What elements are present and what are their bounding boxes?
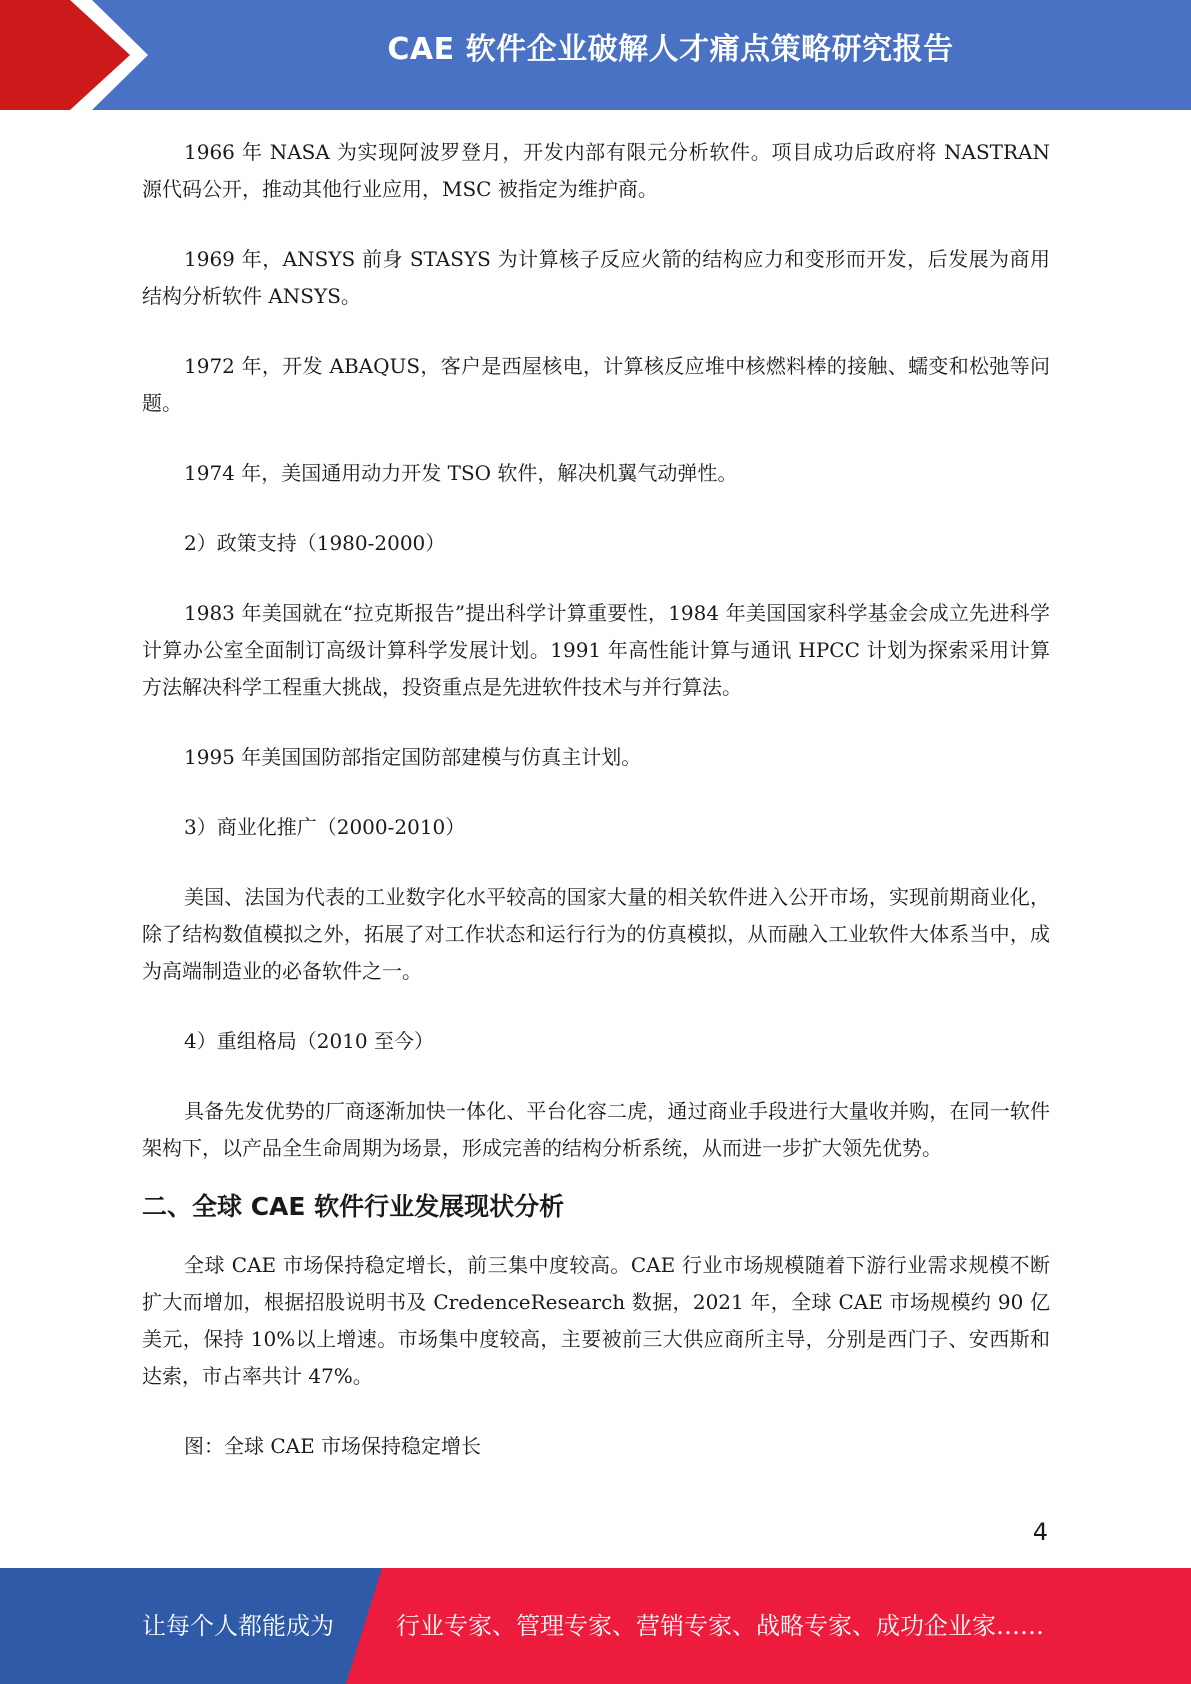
page-footer <box>0 1568 1191 1684</box>
page-number: 4 <box>1032 1518 1048 1546</box>
paragraph-ansys: 1969 年，ANSYS 前身 STASYS 为计算核子反应火箭的结构应力和变形而开发，后发展为商用结构分析软件 ANSYS。 <box>142 247 1050 308</box>
paragraph-market-overview: 全球 CAE 市场保持稳定增长，前三集中度较高。CAE 行业市场规模随着下游行业需求规模不断扩大而增加，根据招股说明书及 CredenceResearch 数据，2021 年，全球 CAE 市场规模约 90 亿美元，保持 10%以上增速。市场集中度较高，主要被前三大供应商所主导，分别是西门子、安西斯和达索，市占率共计 47%。 <box>142 1253 1050 1388</box>
subheading-commercialization: 3）商业化推广（2000-2010） <box>184 815 466 839</box>
paragraph-commercialization: 美国、法国为代表的工业数字化水平较高的国家大量的相关软件进入公开市场，实现前期商业化，除了结构数值模拟之外，拓展了对工作状态和运行行为的仿真模拟，从而融入工业软件大体系当中，成为高端制造业的必备软件之一。 <box>142 885 1050 983</box>
paragraph-tso: 1974 年，美国通用动力开发 TSO 软件，解决机翼气动弹性。 <box>184 461 738 485</box>
paragraph-abaqus: 1972 年，开发 ABAQUS，客户是西屋核电，计算核反应堆中核燃料棒的接触、蠕变和松弛等问题。 <box>142 354 1050 415</box>
page-header <box>0 0 1191 110</box>
footer-slogan-left: 让每个人都能成为 <box>142 1612 334 1640</box>
section-heading: 二、全球 CAE 软件行业发展现状分析 <box>142 1192 565 1221</box>
subheading-policy-support: 2）政策支持（1980-2000） <box>184 531 446 555</box>
paragraph-nastran: 1966 年 NASA 为实现阿波罗登月，开发内部有限元分析软件。项目成功后政府将 NASTRAN 源代码公开，推动其他行业应用，MSC 被指定为维护商。 <box>142 140 1050 201</box>
page-content <box>142 134 1050 1465</box>
subheading-restructuring: 4）重组格局（2010 至今） <box>184 1029 434 1053</box>
figure-caption: 图：全球 CAE 市场保持稳定增长 <box>184 1434 482 1458</box>
paragraph-restructuring: 具备先发优势的厂商逐渐加快一体化、平台化容二虎，通过商业手段进行大量收并购，在同一软件架构下，以产品全生命周期为场景，形成完善的结构分析系统，从而进一步扩大领先优势。 <box>142 1099 1050 1160</box>
report-title: CAE 软件企业破解人才痛点策略研究报告 <box>387 32 954 67</box>
footer-slogan-right: 行业专家、管理专家、营销专家、战略专家、成功企业家…… <box>396 1612 1044 1640</box>
paragraph-dod-plan: 1995 年美国国防部指定国防部建模与仿真主计划。 <box>184 745 642 769</box>
paragraph-lax-report: 1983 年美国就在“拉克斯报告”提出科学计算重要性，1984 年美国国家科学基金会成立先进科学计算办公室全面制订高级计算科学发展计划。1991 年高性能计算与通讯 HPCC 计划为探索采用计算方法解决科学工程重大挑战，投资重点是先进软件技术与并行算法。 <box>142 601 1050 699</box>
header-chevron-icon <box>0 0 160 110</box>
